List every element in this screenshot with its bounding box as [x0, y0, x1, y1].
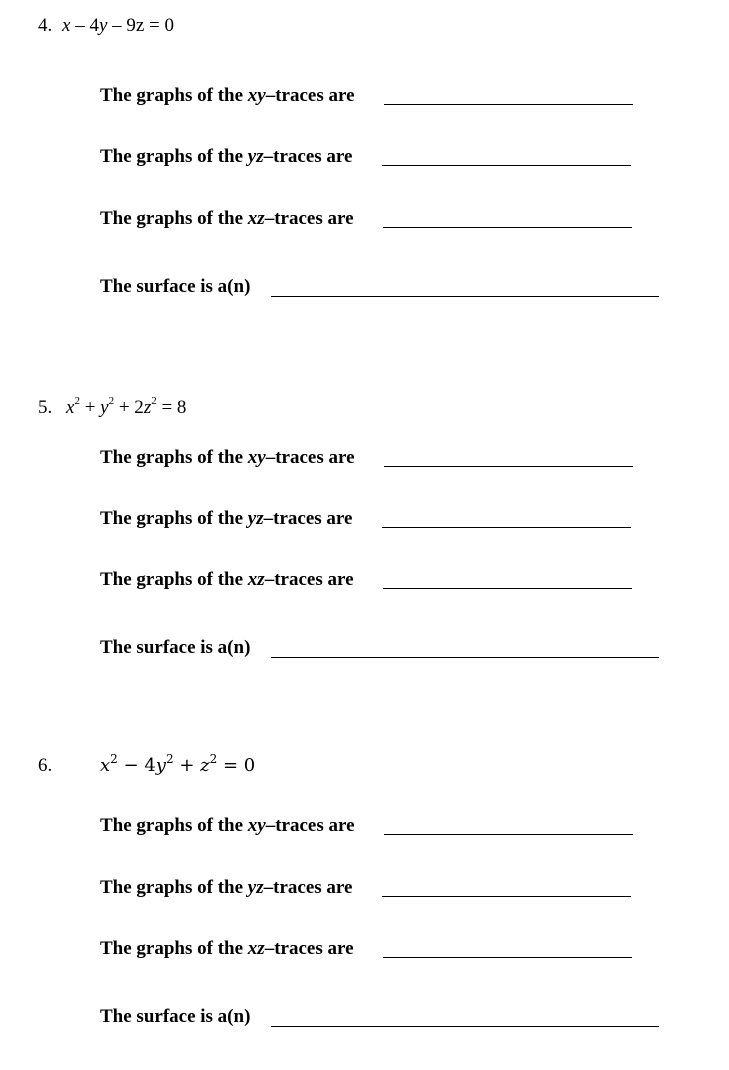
problem-5-number: 5.	[38, 397, 53, 418]
problem-4-xz-traces-prompt: The graphs of the xz–traces are	[100, 208, 354, 229]
problem-6-yz-traces-answer-line[interactable]	[382, 896, 631, 897]
problem-6-xy-traces-prompt: The graphs of the xy–traces are	[100, 815, 355, 836]
problem-5-yz-traces-answer-line[interactable]	[382, 527, 631, 528]
problem-6-xy-traces-answer-line[interactable]	[384, 834, 633, 835]
problem-6-xz-traces-answer-line[interactable]	[383, 957, 632, 958]
problem-6-surface-answer-line[interactable]	[271, 1026, 659, 1027]
problem-4-yz-traces-prompt: The graphs of the yz–traces are	[100, 146, 353, 167]
problem-4-xy-traces-prompt: The graphs of the xy–traces are	[100, 85, 355, 106]
problem-4-equation: x – 4y – 9z = 0	[62, 15, 175, 36]
problem-4-yz-traces-answer-line[interactable]	[382, 165, 631, 166]
problem-5-surface-answer-line[interactable]	[271, 657, 659, 658]
problem-4-surface-answer-line[interactable]	[271, 296, 659, 297]
problem-4-xz-traces-answer-line[interactable]	[383, 227, 632, 228]
problem-5-xy-traces-prompt: The graphs of the xy–traces are	[100, 447, 355, 468]
problem-4-number: 4.	[38, 15, 53, 36]
problem-6-yz-traces-prompt: The graphs of the yz–traces are	[100, 877, 353, 898]
problem-6-xz-traces-prompt: The graphs of the xz–traces are	[100, 938, 354, 959]
problem-5-yz-traces-prompt: The graphs of the yz–traces are	[100, 508, 353, 529]
problem-5-surface-prompt: The surface is a(n)	[100, 637, 251, 658]
problem-5-xy-traces-answer-line[interactable]	[384, 466, 633, 467]
problem-6-number: 6.	[38, 755, 53, 776]
problem-6-equation: $x^2 - 4y^2 + z^2 = 0$	[100, 752, 256, 776]
problem-4-surface-prompt: The surface is a(n)	[100, 276, 251, 297]
problem-5-equation: $x^2 + y^2 + 2z^2 = 8$	[66, 395, 187, 418]
problem-5-xz-traces-prompt: The graphs of the xz–traces are	[100, 569, 354, 590]
problem-4-xy-traces-answer-line[interactable]	[384, 104, 633, 105]
problem-6-surface-prompt: The surface is a(n)	[100, 1006, 251, 1027]
problem-5-xz-traces-answer-line[interactable]	[383, 588, 632, 589]
